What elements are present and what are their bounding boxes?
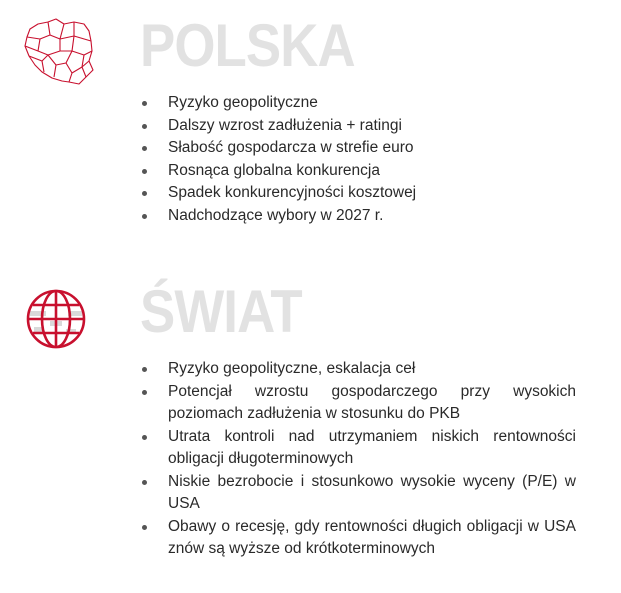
poland-map-icon [22, 15, 98, 87]
bullet-list-polska [140, 92, 576, 227]
list-item: Ryzyko geopolityczne, eskalacja ceł [140, 358, 576, 381]
list-item: Obawy o recesję, gdy rentowności długich obligacji w USA znów są wyższe od krótkoterminowych [140, 516, 576, 561]
section-title-polska: POLSKA [140, 12, 355, 79]
globe-icon [24, 287, 88, 351]
list-item: Spadek konkurencyjności kosztowej [140, 182, 576, 205]
list-item: Ryzyko geopolityczne [140, 92, 576, 115]
list-item: Słabość gospodarcza w strefie euro [140, 137, 576, 160]
list-item: Potencjał wzrostu gospodarczego przy wysokich poziomach zadłużenia w stosunku do PKB [140, 381, 576, 426]
bullet-list-swiat [140, 358, 576, 561]
list-item: Nadchodzące wybory w 2027 r. [140, 205, 576, 228]
list-item: Dalszy wzrost zadłużenia + ratingi [140, 115, 576, 138]
list-item: Utrata kontroli nad utrzymaniem niskich rentowności obligacji długoterminowych [140, 426, 576, 471]
list-item: Rosnąca globalna konkurencja [140, 160, 576, 183]
list-item: Niskie bezrobocie i stosunkowo wysokie wyceny (P/E) w USA [140, 471, 576, 516]
section-title-swiat: ŚWIAT [140, 278, 302, 345]
